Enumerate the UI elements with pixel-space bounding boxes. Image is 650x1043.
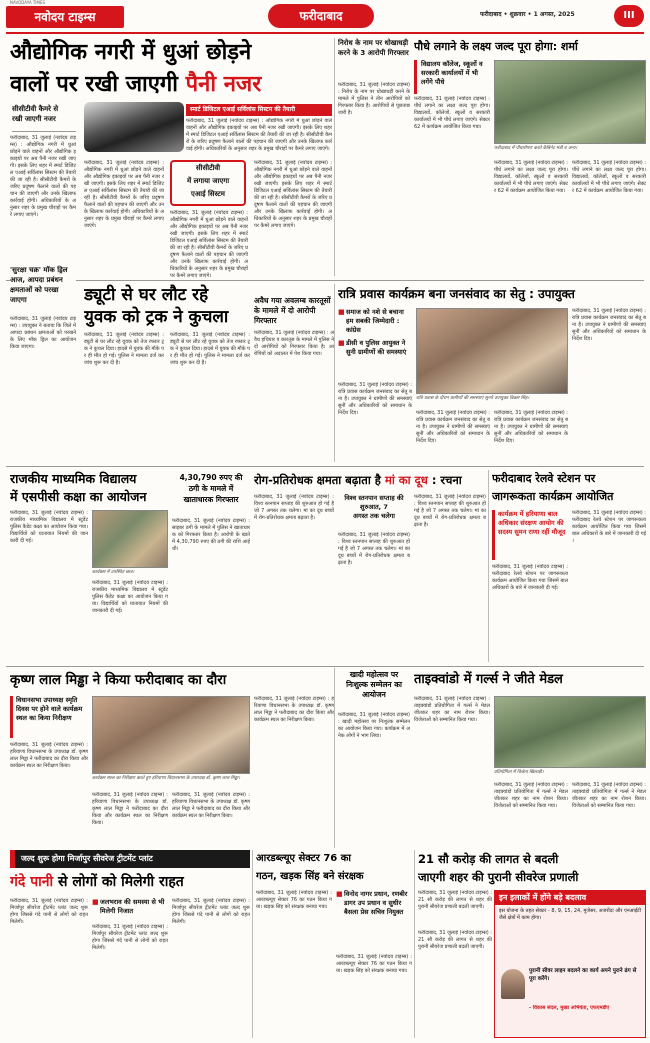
sewage-subhead: ■ जलभराव की समस्या से भी मिलेगी निजात xyxy=(92,898,168,922)
theft-headline: 4,30,790 रुपए की ठगी के मामले में खाताधारक गिरफ्तार xyxy=(179,473,243,504)
truck-body-col1: फरीदाबाद, 31 जुलाई (नवोदय टाइम्स) : ड्यूटी से घर लौट रहे युवक को तेज रफ्तार ट्रक ने कुचल दिया। हादसे में युवक की मौके पर ही मौत हो गई। पुलिस ने मामला दर्ज कर जांच शुरू कर दी है। xyxy=(84,332,164,366)
arrest-body: फरीदाबाद, 31 जुलाई (नवोदय टाइम्स) : अवैध हथियार व कारतूस के मामले में पुलिस ने दो आरोपियों को गिरफ्तार किया है। आरोपियों को अदालत में पेश किया गया। xyxy=(254,330,334,357)
section-tab xyxy=(268,4,374,28)
truck-headline: ड्यूटी से घर लौट रहे युवक को ट्रक ने कुचला xyxy=(84,285,229,327)
mildha-caption: कार्यक्रम स्थल का निरीक्षण करते हुए हरियाणा विधानसभा के उपाध्यक्ष डॉ. कृष्ण लाल मिड्ढा। xyxy=(92,776,240,781)
plant-headline: पौधे लगाने के लक्ष्य जल्द पूरा होगा: शर्मा xyxy=(414,40,578,53)
arrest-headline: अवैध गया अवलम्ब कारतूसों के मामले में दो आरोपी गिरफ्तार xyxy=(254,296,331,325)
sewage-body-col3: फरीदाबाद, 31 जुलाई (नवोदय टाइम्स) : मिर्जापुर सीवरेज ट्रीटमेंट प्लांट जल्द शुरू होगा जिससे गंदे पानी से लोगों को राहत मिलेगी। xyxy=(172,898,250,925)
plant-body-col2: फरीदाबाद, 31 जुलाई (नवोदय टाइम्स) : पौधे लगाने का लक्ष्य जल्द पूरा होगा। विद्यालयों, कॉलेजों, स्कूलों व सरकारी कार्यालयों में भी पौधे लगाए जाएंगे। सेक्टर 62 में कार्यक्रम आयोजित किया गया। xyxy=(494,160,568,194)
areas-quote: पुरानी सीवर लाइन बदलने का कार्य अपने पुराने ढंग से पूरा करेंगे। xyxy=(529,968,637,982)
immunity-subhead: विश्व स्तनपान सप्ताह की शुरुआत, 7 अगस्त तक चलेगा xyxy=(344,494,404,520)
ngo-body: फरीदाबाद, 31 जुलाई (नवोदय टाइम्स) : खादी महोत्सव पर निःशुल्क सम्मेलन का आयोजन किया गया। कार्यक्रम में अनेक लोगों ने भाग लिया। xyxy=(338,712,410,739)
sewage-body-col1: फरीदाबाद, 31 जुलाई (नवोदय टाइम्स) : मिर्जापुर सीवरेज ट्रीटमेंट प्लांट जल्द शुरू होगा जिससे गंदे पानी से लोगों को राहत मिलेगी। xyxy=(10,898,88,925)
lead-body-col3: फरीदाबाद, 31 जुलाई (नवोदय टाइम्स) : औद्योगिक नगरी में धुआं छोड़ने वाले वाहनों और औद्योगिक इकाइयों पर अब पैनी नजर रखी जाएगी। इसके लिए शहर में स्मार्ट डिजिटल एआई सर्विलांस सिस्टम की तैयारी की जा रही है। सीसीटीवी कैमरों के जरिए प्रदूषण फैलाने वालों की पहचान की जाएगी और उनके खिलाफ कार्रवाई होगी। अधिकारियों के अनुसार शहर के प्रमुख चौराहों पर कैमरे लगाए जाएंगे। xyxy=(170,210,248,278)
section-title: फरीदाबाद xyxy=(299,9,343,23)
school-headline: राजकीय माध्यमिक विद्यालय में एसपीसी कक्षा का आयोजन xyxy=(10,471,147,504)
school-body-col2: फरीदाबाद, 31 जुलाई (नवोदय टाइम्स) : राजकीय माध्यमिक विद्यालय में स्टूडेंट पुलिस कैडेट कक्षा का आयोजन किया गया। विद्यार्थियों को यातायात नियमों की जानकारी दी गई। xyxy=(92,580,168,614)
immunity-headline: रोग-प्रतिरोधक क्षमता बढ़ाता है मां का दूध : रचना xyxy=(254,473,462,487)
plant-body-col3: फरीदाबाद, 31 जुलाई (नवोदय टाइम्स) : पौधे लगाने का लक्ष्य जल्द पूरा होगा। विद्यालयों, कॉलेजों, स्कूलों व सरकारी कार्यालयों में भी पौधे लगाए जाएंगे। सेक्टर 62 में कार्यक्रम आयोजित किया गया। xyxy=(572,160,646,194)
brand-sub: NAVODAYA TIMES xyxy=(10,0,46,5)
old-sewer-body: फरीदाबाद, 31 जुलाई (नवोदय टाइम्स) : 21 सौ करोड़ की लागत से शहर की पुरानी सीवरेज प्रणाली बदली जाएगी। xyxy=(418,890,492,910)
lead-body-col4: फरीदाबाद, 31 जुलाई (नवोदय टाइम्स) : औद्योगिक नगरी में धुआं छोड़ने वाले वाहनों और औद्योगिक इकाइयों पर अब पैनी नजर रखी जाएगी। इसके लिए शहर में स्मार्ट डिजिटल एआई सर्विलांस सिस्टम की तैयारी की जा रही है। सीसीटीवी कैमरों के जरिए प्रदूषण फैलाने वालों की पहचान की जाएगी और उनके खिलाफ कार्रवाई होगी। अधिकारियों के अनुसार शहर के प्रमुख चौराहों पर कैमरे लगाए जाएंगे। xyxy=(254,160,332,229)
lead-subhead: सीसीटीवी कैमरे से रखी जाएगी नजर xyxy=(12,104,76,132)
mildha-body-col2: फरीदाबाद, 31 जुलाई (नवोदय टाइम्स) : हरियाणा विधानसभा के उपाध्यक्ष डॉ. कृष्ण लाल मिड्ढा ने फरीदाबाद का दौरा किया और कार्यक्रम स्थल का निरीक्षण किया। xyxy=(92,792,168,826)
areas-banner: इन इलाकों में होंगे बड़े बदलाव xyxy=(495,891,645,905)
taekwondo-photo xyxy=(494,696,646,768)
mildha-body-col4: फरीदाबाद, 31 जुलाई (नवोदय टाइम्स) : हरियाणा विधानसभा के उपाध्यक्ष डॉ. कृष्ण लाल मिड्ढा ने फरीदाबाद का दौरा किया और कार्यक्रम स्थल का निरीक्षण किया। xyxy=(254,696,334,723)
lead-body-col1: फरीदाबाद, 31 जुलाई (नवोदय टाइम्स) : औद्योगिक नगरी में धुआं छोड़ने वाले वाहनों और औद्योगिक इकाइयों पर अब पैनी नजर रखी जाएगी। इसके लिए शहर में स्मार्ट डिजिटल एआई सर्विलांस सिस्टम की तैयारी की जा रही है। सीसीटीवी कैमरों के जरिए प्रदूषण फैलाने वालों की पहचान की जाएगी और उनके खिलाफ कार्रवाई होगी। अधिकारियों के अनुसार शहर के प्रमुख चौराहों पर कैमरे लगाए जाएंगे। xyxy=(10,135,76,218)
mildha-subhead: विधानसभा उपाध्यक्ष स्मृति दिवस पर होने वाले कार्यक्रम स्थल का किया निरीक्षण xyxy=(10,696,88,738)
railway-subhead: कार्यक्रम में हरियाणा बाल अधिकार संरक्षण आयोग की सदस्य सुमन राणा रहीं मौजूद xyxy=(492,510,568,560)
janta-headline: रात्रि प्रवास कार्यक्रम बना जनसंवाद का सेतु : उपायुक्त xyxy=(338,287,575,301)
taekwondo-body-col1: फरीदाबाद, 31 जुलाई (नवोदय टाइम्स) : ताइक्वांडो प्रतियोगिता में गर्ल्स ने मेडल जीतकर शहर का नाम रोशन किया। विजेताओं को सम्मानित किया गया। xyxy=(414,696,490,723)
plant-subhead: विद्यालय कॉलेज, स्कूलों व सरकारी कार्यालयों में भी लगेंगे पौधे xyxy=(414,60,490,94)
masthead xyxy=(0,0,650,34)
mildha-body-col1: फरीदाबाद, 31 जुलाई (नवोदय टाइम्स) : हरियाणा विधानसभा के उपाध्यक्ष डॉ. कृष्ण लाल मिड्ढा ने फरीदाबाद का दौरा किया और कार्यक्रम स्थल का निरीक्षण किया। xyxy=(10,742,88,769)
date-line: फरीदाबाद • शुक्रवार • 1 अगस्त, 2025 xyxy=(480,11,575,18)
lead-headline-2: वालों पर रखी जाएगी पैनी नजर xyxy=(10,72,262,97)
theft-body: फरीदाबाद, 31 जुलाई (नवोदय टाइम्स) : साइबर ठगी के मामले में पुलिस ने खाताधारक को गिरफ्तार किया है। आरोपी के खाते में 4,30,790 रुपए की ठगी की राशि आई थी। xyxy=(172,518,250,552)
immunity-body-col2: फरीदाबाद, 31 जुलाई (नवोदय टाइम्स) : विश्व स्तनपान सप्ताह की शुरुआत हो गई है जो 7 अगस्त तक चलेगा। मां का दूध बच्चों में रोग-प्रतिरोधक क्षमता बढ़ाता है। xyxy=(338,532,410,566)
plant-photo xyxy=(494,60,646,144)
old-sewer-headline: 21 सौ करोड़ की लागत से बदली जाएगी शहर की पुरानी सीवरेज प्रणाली xyxy=(418,852,579,884)
fraud-headline: निरोध के नाम पर धोखाधड़ी करने के 3 आरोपी गिरफ्तार xyxy=(338,39,409,57)
areas-quote-by: - विकास संदल, मुख्य अभियंता, एफएमडीए xyxy=(529,1005,610,1011)
immunity-body-col1: फरीदाबाद, 31 जुलाई (नवोदय टाइम्स) : विश्व स्तनपान सप्ताह की शुरुआत हो गई है जो 7 अगस्त तक चलेगा। मां का दूध बच्चों में रोग-प्रतिरोधक क्षमता बढ़ाता है। xyxy=(254,494,334,521)
mildha-headline: कृष्ण लाल मिड्ढा ने किया फरीदाबाद का दौरा xyxy=(10,672,227,688)
plant-caption: फरीदाबाद में पौधारोपण करते कैबिनेट मंत्री व अन्य। xyxy=(494,146,578,151)
lead-body-intro: फरीदाबाद, 31 जुलाई (नवोदय टाइम्स) : औद्योगिक नगरी में धुआं छोड़ने वाले वाहनों और औद्योगिक इकाइयों पर अब पैनी नजर रखी जाएगी। इसके लिए शहर में स्मार्ट डिजिटल एआई सर्विलांस सिस्टम की तैयारी की जा रही है। सीसीटीवी कैमरों के जरिए प्रदूषण फैलाने वालों की पहचान की जाएगी और उनके खिलाफ कार्रवाई होगी। अधिकारियों के अनुसार शहर के प्रमुख चौराहों पर कैमरे लगाए जाएंगे। xyxy=(186,118,332,152)
mock-drill-body: फरीदाबाद, 31 जुलाई (नवोदय टाइम्स) : उपायुक्त ने बताया कि जिले में आपदा प्रबंधन क्षमताओं को परखने के लिए मॉक ड्रिल का आयोजन किया जाएगा। xyxy=(10,316,76,350)
janta-photo xyxy=(416,308,568,394)
immunity-body-col3: फरीदाबाद, 31 जुलाई (नवोदय टाइम्स) : विश्व स्तनपान सप्ताह की शुरुआत हो गई है जो 7 अगस्त तक चलेगा। मां का दूध बच्चों में रोग-प्रतिरोधक क्षमता बढ़ाता है। xyxy=(414,494,486,528)
mock-drill-headline: 'सुरक्षा चक्र' मॉक ड्रिल आज, आपदा प्रबंधन क्षमताओं को परखा जाएगा xyxy=(10,265,76,313)
school-photo xyxy=(92,510,168,568)
sewage-headline: गंदे पानी से लोगों को मिलेगी राहत xyxy=(10,874,184,890)
rwa-headline: आरडब्ल्यूए सेक्टर 76 का गठन, खड़क सिंह बने संरक्षक xyxy=(256,853,364,882)
sewage-banner: जल्द शुरू होगा मिर्जापुर सीवरेज ट्रीटमेंट प्लांट xyxy=(10,850,250,868)
brand-logo xyxy=(6,6,124,28)
janta-body-col4: फरीदाबाद, 31 जुलाई (नवोदय टाइम्स) : रात्रि प्रवास कार्यक्रम जनसंवाद का सेतु बना है। उपायुक्त ने ग्रामीणों की समस्याएं सुनीं और अधिकारियों को समाधान के निर्देश दिए। xyxy=(572,308,646,342)
taekwondo-body-col3: फरीदाबाद, 31 जुलाई (नवोदय टाइम्स) : ताइक्वांडो प्रतियोगिता में गर्ल्स ने मेडल जीतकर शहर का नाम रोशन किया। विजेताओं को सम्मानित किया गया। xyxy=(572,782,646,809)
cctv-camera-image xyxy=(84,102,184,152)
railway-body-col2: फरीदाबाद, 31 जुलाई (नवोदय टाइम्स) : फरीदाबाद रेलवे स्टेशन पर जागरूकता कार्यक्रम आयोजित किया गया जिसमें बाल अधिकारों के बारे में जानकारी दी गई। xyxy=(572,510,646,544)
taekwondo-caption: प्रतियोगिता में विजेता खिलाड़ी। xyxy=(494,770,544,775)
janta-body-col3: फरीदाबाद, 31 जुलाई (नवोदय टाइम्स) : रात्रि प्रवास कार्यक्रम जनसंवाद का सेतु बना है। उपायुक्त ने ग्रामीणों की समस्याएं सुनीं और अधिकारियों को समाधान के निर्देश दिए। xyxy=(494,410,568,444)
taekwondo-headline: ताइक्वांडो में गर्ल्स ने जीते मेडल xyxy=(414,672,563,687)
masthead-rule xyxy=(6,32,644,34)
janta-caption: रात्रि प्रवास के दौरान ग्रामीणों की समस्याएं सुनते उपायुक्त विक्रम सिंह। xyxy=(416,396,530,401)
school-body-col1: फरीदाबाद, 31 जुलाई (नवोदय टाइम्स) : राजकीय माध्यमिक विद्यालय में स्टूडेंट पुलिस कैडेट कक्षा का आयोजन किया गया। विद्यार्थियों को यातायात नियमों की जानकारी दी गई। xyxy=(10,510,88,544)
rwa-body-col1: फरीदाबाद, 31 जुलाई (नवोदय टाइम्स) : आरडब्ल्यूए सेक्टर 76 का गठन किया गया। खड़क सिंह को संरक्षक बनाया गया। xyxy=(256,890,332,910)
areas-text: इस योजना के तहत सेक्टर - 8, 9, 15, 24, मुजेसर, अजरोंदा और एनआईटी जैसे क्षेत्रों में काम होगा। xyxy=(499,908,641,921)
school-caption: कार्यक्रम में उपस्थित छात्र। xyxy=(92,570,135,575)
lead-banner: स्मार्ट डिजिटल एआई सर्विलांस सिस्टम की तैयारी xyxy=(186,104,332,116)
rwa-subhead: ■ विनोद नागर प्रधान, रणबीर डागर उप प्रधान व सुधीर बैसला प्रेस सचिव नियुक्त xyxy=(336,890,412,950)
janta-body-col1: फरीदाबाद, 31 जुलाई (नवोदय टाइम्स) : रात्रि प्रवास कार्यक्रम जनसंवाद का सेतु बना है। उपायुक्त ने ग्रामीणों की समस्याएं सुनीं और अधिकारियों को समाधान के निर्देश दिए। xyxy=(338,382,412,416)
old-sewer-body-col2: फरीदाबाद, 31 जुलाई (नवोदय टाइम्स) : 21 सौ करोड़ की लागत से शहर की पुरानी सीवरेज प्रणाली बदली जाएगी। xyxy=(418,930,492,950)
ai-callout: सीसीटीवी में लगाया जाएगा एआई सिस्टम xyxy=(170,160,246,206)
plant-body-col1: फरीदाबाद, 31 जुलाई (नवोदय टाइम्स) : पौधे लगाने का लक्ष्य जल्द पूरा होगा। विद्यालयों, कॉलेजों, स्कूलों व सरकारी कार्यालयों में भी पौधे लगाए जाएंगे। सेक्टर 62 में कार्यक्रम आयोजित किया गया। xyxy=(414,96,490,130)
ngo-headline: खादी महोत्सव पर निःशुल्क सम्मेलन का आयोजन xyxy=(346,670,402,699)
janta-body-col2: फरीदाबाद, 31 जुलाई (नवोदय टाइम्स) : रात्रि प्रवास कार्यक्रम जनसंवाद का सेतु बना है। उपायुक्त ने ग्रामीणों की समस्याएं सुनीं और अधिकारियों को समाधान के निर्देश दिए। xyxy=(416,410,490,444)
truck-body-col2: फरीदाबाद, 31 जुलाई (नवोदय टाइम्स) : ड्यूटी से घर लौट रहे युवक को तेज रफ्तार ट्रक ने कुचल दिया। हादसे में युवक की मौके पर ही मौत हो गई। पुलिस ने मामला दर्ज कर जांच शुरू कर दी है। xyxy=(170,332,250,366)
areas-box xyxy=(494,890,646,1038)
lead-headline-1: औद्योगिक नगरी में धुआं छोड़ने xyxy=(10,40,252,65)
sewage-body-col2: फरीदाबाद, 31 जुलाई (नवोदय टाइम्स) : मिर्जापुर सीवरेज ट्रीटमेंट प्लांट जल्द शुरू होगा जिससे गंदे पानी से लोगों को राहत मिलेगी। xyxy=(92,924,168,951)
brand-name: नवोदय टाइम्स xyxy=(34,10,96,24)
janta-bullets: ■ समाज को नशे से बचाना हम सबकी जिम्मेदारी : कांग्रेस ■ डीसी व पुलिस आयुक्त ने सुनी ग्रामीणों की समस्याएं xyxy=(338,308,412,378)
lead-body-col2: फरीदाबाद, 31 जुलाई (नवोदय टाइम्स) : औद्योगिक नगरी में धुआं छोड़ने वाले वाहनों और औद्योगिक इकाइयों पर अब पैनी नजर रखी जाएगी। इसके लिए शहर में स्मार्ट डिजिटल एआई सर्विलांस सिस्टम की तैयारी की जा रही है। सीसीटीवी कैमरों के जरिए प्रदूषण फैलाने वालों की पहचान की जाएगी और उनके खिलाफ कार्रवाई होगी। अधिकारियों के अनुसार शहर के प्रमुख चौराहों पर कैमरे लगाए जाएंगे। xyxy=(84,160,164,229)
mildha-body-col3: फरीदाबाद, 31 जुलाई (नवोदय टाइम्स) : हरियाणा विधानसभा के उपाध्यक्ष डॉ. कृष्ण लाल मिड्ढा ने फरीदाबाद का दौरा किया और कार्यक्रम स्थल का निरीक्षण किया। xyxy=(172,792,250,819)
railway-body-col1: फरीदाबाद, 31 जुलाई (नवोदय टाइम्स) : फरीदाबाद रेलवे स्टेशन पर जागरूकता कार्यक्रम आयोजित किया गया जिसमें बाल अधिकारों के बारे में जानकारी दी गई। xyxy=(492,564,568,591)
rwa-body-col2: फरीदाबाद, 31 जुलाई (नवोदय टाइम्स) : आरडब्ल्यूए सेक्टर 76 का गठन किया गया। खड़क सिंह को संरक्षक बनाया गया। xyxy=(336,954,412,974)
taekwondo-body-col2: फरीदाबाद, 31 जुलाई (नवोदय टाइम्स) : ताइक्वांडो प्रतियोगिता में गर्ल्स ने मेडल जीतकर शहर का नाम रोशन किया। विजेताओं को सम्मानित किया गया। xyxy=(494,782,568,809)
avatar xyxy=(501,969,525,999)
railway-headline: फरीदाबाद रेलवे स्टेशन पर जागरूकता कार्यक्रम आयोजित xyxy=(492,472,614,503)
fraud-body: फरीदाबाद, 31 जुलाई (नवोदय टाइम्स) : निरोध के नाम पर धोखाधड़ी करने के मामले में पुलिस ने तीन आरोपियों को गिरफ्तार किया है। आरोपियों से पूछताछ जारी है। xyxy=(338,82,410,116)
mildha-photo xyxy=(92,696,250,774)
page-number: III xyxy=(614,5,644,27)
